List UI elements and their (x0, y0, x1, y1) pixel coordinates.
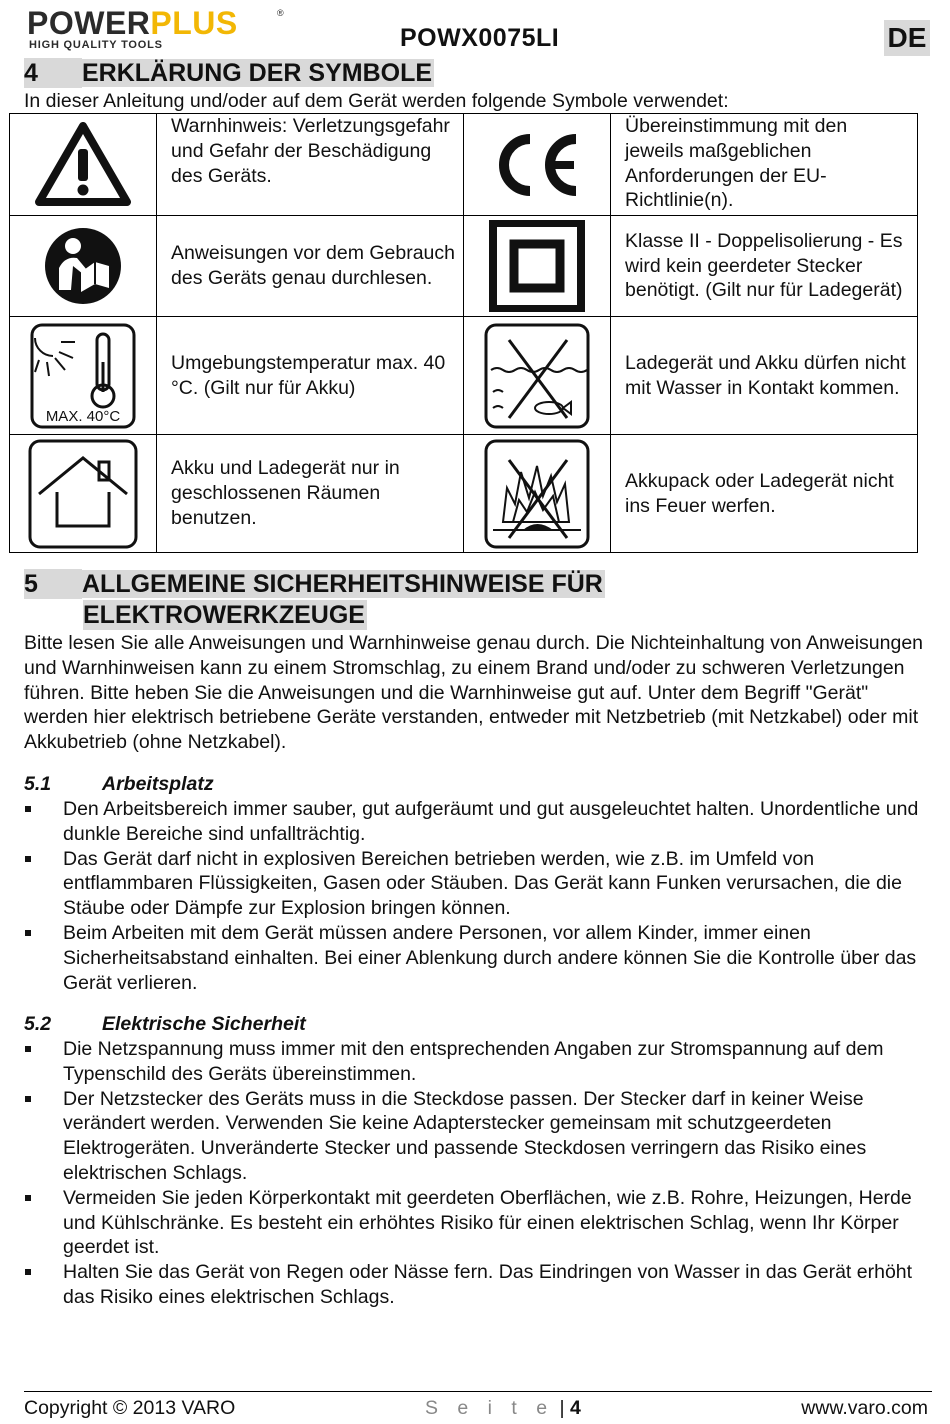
symbol-description: Übereinstimmung mit den jeweils maßgeblichen Anforderungen der EU-Richtlinie(n). (611, 114, 918, 216)
bullet-square-icon (25, 1269, 31, 1275)
symbol-description: Akkupack oder Ladegerät nicht ins Feuer werfen. (611, 435, 918, 553)
bullet-square-icon (25, 1046, 31, 1052)
footer-page-number: S e i t e | 4 (425, 1397, 581, 1419)
subsection-5-2-heading: 5.2 Elektrische Sicherheit (24, 1013, 306, 1035)
footer-copyright: Copyright © 2013 VARO (24, 1397, 236, 1419)
svg-text:MAX. 40°C: MAX. 40°C (45, 407, 121, 425)
section-4-heading (24, 58, 434, 88)
symbol-row (10, 435, 918, 553)
list-item: Die Netzspannung muss immer mit den entsprechenden Angaben zur Stromspannung auf dem Typenschild des Geräts übereinstimmen. (24, 1037, 929, 1087)
subsection-5-1-heading: 5.1 Arbeitsplatz (24, 773, 214, 795)
list-item: Das Gerät darf nicht in explosiven Bereichen betrieben werden, wie z.B. im Umfeld von entflammbaren Flüssigkeiten, Gasen oder Stäuben. Das Gerät kann Funken verursachen, die die Stäube oder Dämpfe zur Explosion bringen können. (24, 847, 929, 921)
symbol-icon-cell (464, 216, 611, 317)
symbol-row (10, 216, 918, 317)
bullet-square-icon (25, 1096, 31, 1102)
symbol-icon-cell (464, 317, 611, 435)
logo-tagline: HIGH QUALITY TOOLS (29, 39, 163, 51)
language-badge: DE (884, 20, 930, 56)
section-4-intro: In dieser Anleitung und/oder auf dem Gerät werden folgende Symbole verwendet: (24, 90, 729, 112)
no-fire-icon (483, 438, 591, 550)
logo-registered-mark: ® (277, 8, 284, 18)
bullet-square-icon (25, 1195, 31, 1201)
section-5-title-line1: ALLGEMEINE SICHERHEITSHINWEISE FÜR (82, 570, 603, 598)
symbol-description: Klasse II - Doppelisolierung - Es wird kein geerdeter Stecker benötigt. (Gilt nur für Ladegerät) (611, 216, 918, 317)
powerplus-logo (27, 6, 287, 50)
symbol-icon-cell (10, 114, 157, 216)
section-5-title-line2: ELEKTROWERKZEUGE (83, 601, 365, 629)
symbol-icon-cell (10, 216, 157, 317)
symbol-icon-cell (464, 114, 611, 216)
list-item: Vermeiden Sie jeden Körperkontakt mit geerdeten Oberflächen, wie z.B. Rohre, Heizungen, Herde und Kühlschränke. Es besteht ein erhöhtes Risiko für einen elektrischen Schlag, wenn Ihr Körper geerdet ist. (24, 1186, 929, 1260)
list-item: Den Arbeitsbereich immer sauber, gut aufgeräumt und gut ausgeleuchtet halten. Unordentliche und dunkle Bereiche sind unfallträchtig. (24, 797, 929, 847)
subsection-5-1-list (24, 797, 929, 995)
footer-url: www.varo.com (801, 1397, 928, 1419)
section-4-title: ERKLÄRUNG DER SYMBOLE (82, 59, 433, 87)
symbol-description: Ladegerät und Akku dürfen nicht mit Wasser in Kontakt kommen. (611, 317, 918, 435)
symbol-row (10, 317, 918, 435)
symbol-icon-cell (10, 435, 157, 553)
section-4-number: 4 (24, 58, 82, 88)
ce-mark-icon (492, 129, 582, 201)
bullet-square-icon (25, 806, 31, 812)
read-manual-icon (43, 226, 123, 306)
list-item: Der Netzstecker des Geräts muss in die Steckdose passen. Der Stecker darf in keiner Weise verändert werden. Verwenden Sie keine Adapterstecker gemeinsam mit schutzgeerdeten Elektrogeräten. Unveränderte Stecker und passende Steckdosen verringern das Risiko eines elektrischen Schlags. (24, 1087, 929, 1186)
no-water-icon (483, 322, 591, 430)
symbol-description: Warnhinweis: Verletzungsgefahr und Gefahr der Beschädigung des Geräts. (157, 114, 464, 216)
subsection-5-2-list (24, 1037, 929, 1310)
symbol-description: Akku und Ladegerät nur in geschlossenen Räumen benutzen. (157, 435, 464, 553)
bullet-square-icon (25, 930, 31, 936)
max-temperature-icon (29, 322, 137, 430)
symbol-row (10, 114, 918, 216)
symbol-description: Anweisungen vor dem Gebrauch des Geräts genau durchlesen. (157, 216, 464, 317)
footer-divider (24, 1391, 932, 1392)
list-item: Beim Arbeiten mit dem Gerät müssen andere Personen, vor allem Kinder, immer einen Sicherheitsabstand einhalten. Bei einer Ablenkung durch andere können Sie die Kontrolle über das Gerät verlieren. (24, 921, 929, 995)
double-insulation-icon (489, 220, 585, 312)
symbol-table (9, 113, 918, 553)
symbol-icon-cell (464, 435, 611, 553)
symbol-description: Umgebungstemperatur max. 40 °C. (Gilt nur für Akku) (157, 317, 464, 435)
indoor-use-house-icon (27, 438, 139, 550)
section-5-intro: Bitte lesen Sie alle Anweisungen und Warnhinweise genau durch. Die Nichteinhaltung von Anweisungen und Warnhinweisen kann zu einem Stromschlag, zu einem Brand und/oder zu schweren Verletzungen führen. Bitte heben Sie die Anweisungen und die Warnhinweise gut auf. Unter dem Begriff "Gerät" werden hier elektrisch betriebene Geräte verstanden, entweder mit Netzbetrieb (mit Netzkabel) oder mit Akkubetrieb (ohne Netzkabel). (24, 632, 924, 754)
section-5-number: 5 (24, 569, 82, 599)
warning-triangle-icon (35, 122, 131, 208)
model-number: POWX0075LI (400, 24, 560, 52)
bullet-square-icon (25, 856, 31, 862)
logo-wordmark: POWERPLUS (27, 5, 238, 41)
symbol-icon-cell (10, 317, 157, 435)
section-5-heading (24, 569, 605, 599)
list-item: Halten Sie das Gerät von Regen oder Nässe fern. Das Eindringen von Wasser in das Gerät erhöht das Risiko eines elektrischen Schlags. (24, 1260, 929, 1310)
